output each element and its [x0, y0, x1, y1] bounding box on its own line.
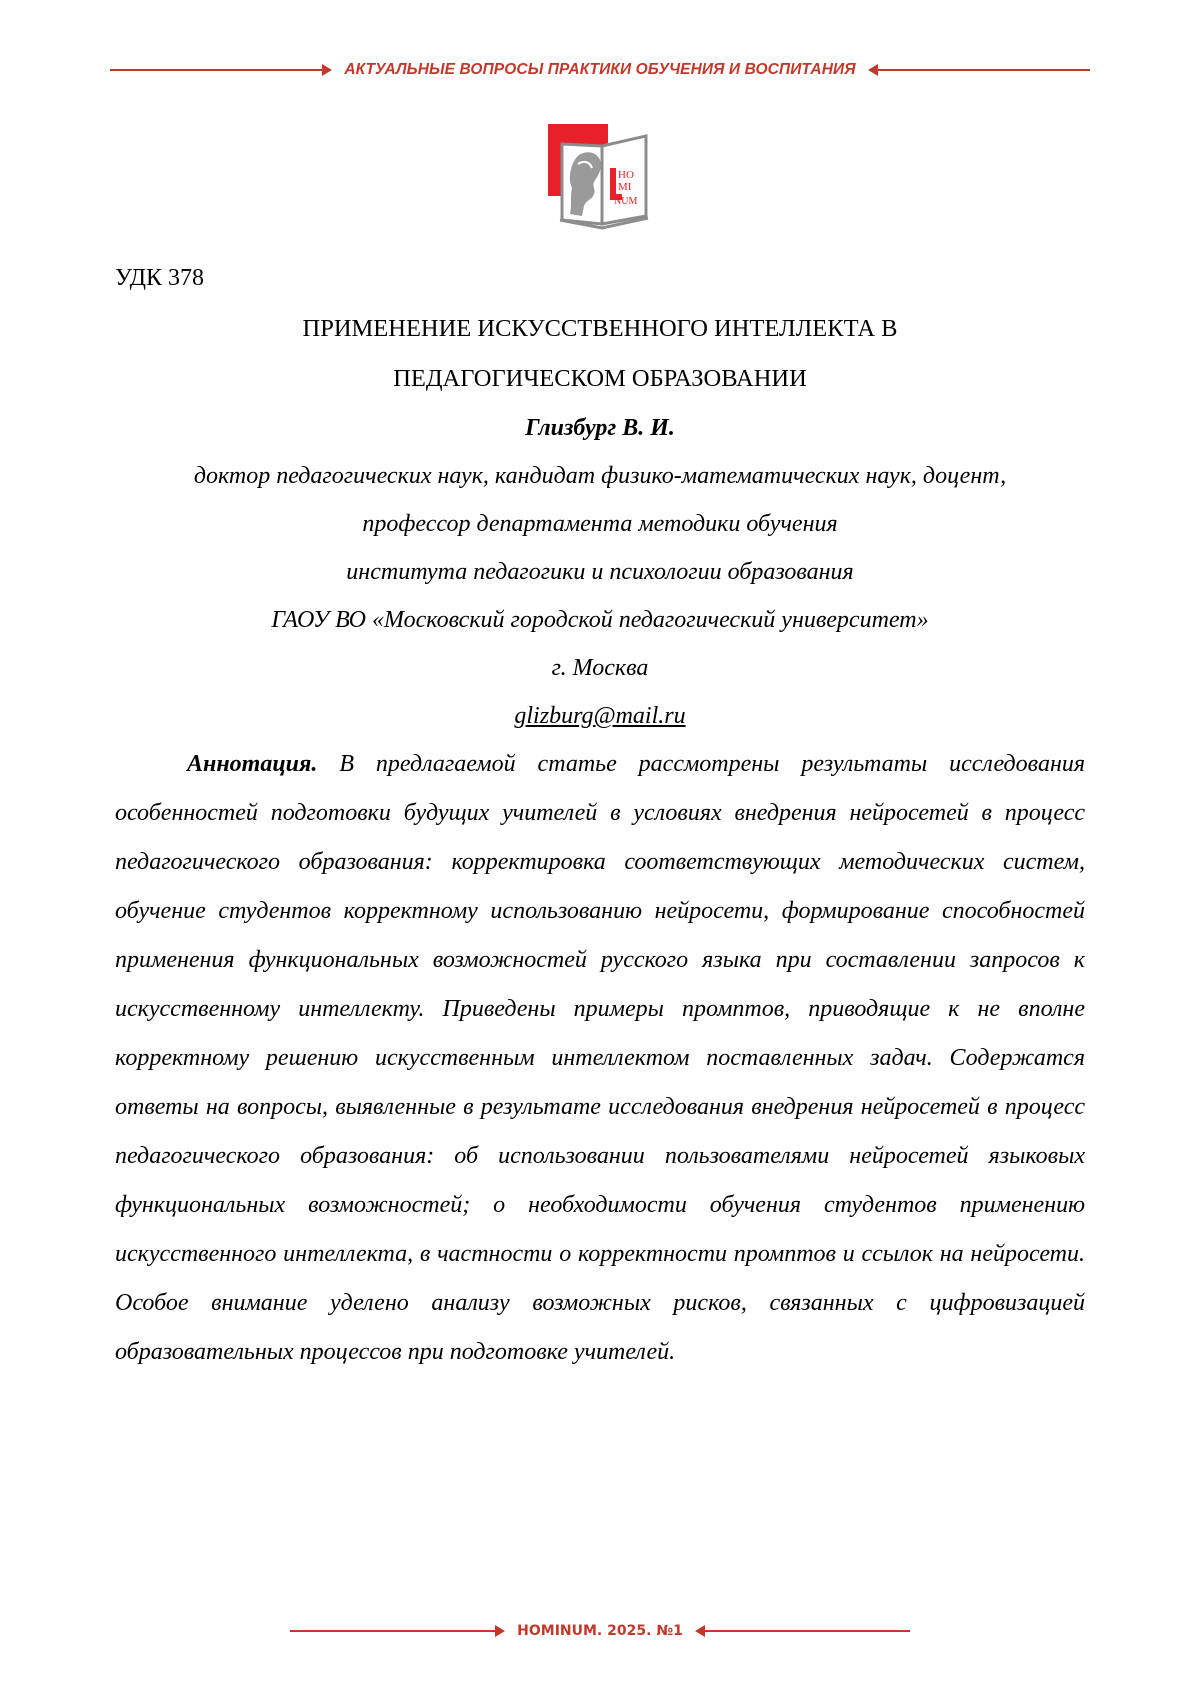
running-header: [110, 58, 1090, 82]
udk-code: УДК 378: [115, 265, 204, 291]
abstract-text: В предлагаемой статье рассмотрены результаты исследования особенностей подготовки будущих учителей в условиях внедрения нейросетей в процесс педагогического образования: корректировка соответствующих методических систем, обучение студентов корректному использованию нейросети, формирование способностей применения функциональных возможностей русского языка при составлении запросов к искусственному интеллекту. Приведены примеры промптов, приводящие к не вполне корректному решению искусственным интеллектом поставленных задач. Содержатся ответы на вопросы, выявленные в результате исследования внедрения нейросетей в процесс педагогического образования: об использовании пользователями нейросетей языковых функциональных возможностей; о необходимости обучения студентов применению искусственного интеллекта, в частности о корректности промптов и ссылок на нейросети. Особое внимание уделено анализу возможных рисков, связанных с цифровизацией образовательных процессов при подготовке учителей.: [115, 751, 1086, 1365]
hominum-logo-icon: [548, 124, 660, 234]
running-header-title: АКТУАЛЬНЫЕ ВОПРОСЫ ПРАКТИКИ ОБУЧЕНИЯ И ВОСПИТАНИЯ: [344, 61, 856, 78]
affiliation-line3: института педагогики и психологии образования: [346, 559, 854, 585]
author-city: г. Москва: [551, 655, 649, 681]
affiliation-line2: профессор департамента методики обучения: [362, 511, 838, 537]
author-affiliation: [115, 452, 1085, 692]
header-arrow-left: [110, 69, 330, 71]
abstract: [115, 740, 1085, 1377]
article-title: [115, 304, 1085, 404]
email-link[interactable]: glizburg@mail.ru: [514, 703, 686, 729]
running-footer: [290, 1619, 910, 1643]
logo-text-2: MI: [618, 181, 632, 193]
affiliation-line4: ГАОУ ВО «Московский городской педагогический университет»: [271, 607, 929, 633]
running-footer-text: HOMINUM. 2025. №1: [517, 1623, 683, 1639]
header-arrow-right: [870, 69, 1090, 71]
article-title-line1: ПРИМЕНЕНИЕ ИСКУССТВЕННОГО ИНТЕЛЛЕКТА В: [302, 315, 898, 342]
journal-logo: [548, 124, 660, 234]
logo-text-3: NUM: [614, 196, 638, 207]
affiliation-line1: доктор педагогических наук, кандидат физико-математических наук, доцент,: [193, 463, 1007, 489]
footer-arrow-left: [290, 1630, 503, 1632]
article-body: [115, 258, 1085, 1377]
article-title-line2: ПЕДАГОГИЧЕСКОМ ОБРАЗОВАНИИ: [393, 365, 807, 392]
footer-arrow-right: [697, 1630, 910, 1632]
abstract-label: Аннотация.: [187, 751, 318, 777]
author-name: Глизбург В. И.: [525, 415, 675, 441]
author-email: [115, 692, 1085, 740]
logo-text-1: HO: [618, 169, 634, 181]
